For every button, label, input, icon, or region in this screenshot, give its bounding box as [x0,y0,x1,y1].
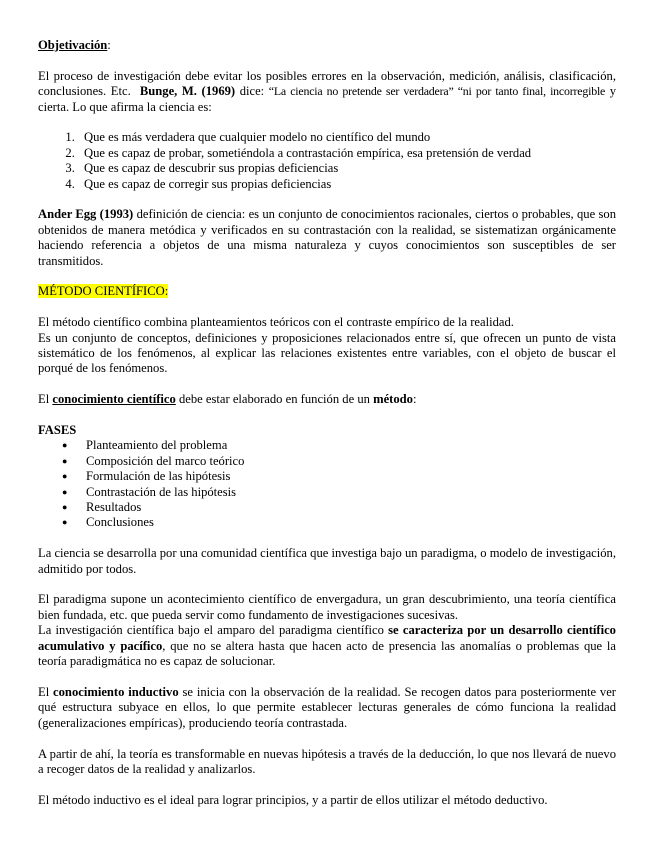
list-item [62,500,616,515]
bullet-icon: ● [62,471,68,482]
bunge-paragraph-intro: El proceso de investigación debe evitar los posibles errores en la observación, medición, análisis, clasificación, conclusiones. Etc. [38,68,616,99]
bullet-icon: ● [62,502,68,513]
bunge-dice: dice: [239,84,265,99]
ander-egg-paragraph [38,207,616,269]
metodo-line-2: Es un conjunto de conceptos, definiciones y proposiciones relacionados entre sí, que ofrecen un punto de vista sistemático de los fenómenos, al explicar las relaciones existentes entre variables, con el objeto de buscar el porqué de los fenómenos. [38,330,616,376]
bullet-icon: ● [62,486,68,497]
bunge-author: Bunge, M. (1969) [139,84,236,99]
list-item [62,453,616,469]
list-item [62,438,616,453]
deduccion-paragraph: A partir de ahí, la teoría es transformable en nuevas hipótesis a través de la deducción, lo que nos llevará de nuevo a recoger datos de la realidad y analizarlos. [38,746,616,776]
text-fragment: La investigación científica bajo el amparo del paradigma científico [38,623,384,638]
fase-label: Formulación de las hipótesis [86,469,231,484]
fases-heading: FASES [38,423,77,438]
fase-label: Contrastación de las hipótesis [86,484,237,499]
list-item: 3. Que es capaz de descubrir sus propias deficiencias [78,161,616,176]
bullet-icon: ● [62,455,68,466]
text-fragment: se inicia con la observación de la realidad. Se recogen datos para posteriormente ver qué estructura subyace en ellos, lo que permite establecer lecturas generales de cómo funciona la realidad (generalizaciones empíricas), produciendo teoría contrastada. [38,684,616,730]
bullet-icon: ● [62,517,68,528]
list-item: 2. Que es capaz de probar, sometiéndola a contrastación empírica, esa pretensión de verdad [78,146,616,161]
objetivacion-heading: Objetivación [38,38,108,52]
ander-egg-author: Ander Egg (1993) [38,207,134,222]
fase-label: Resultados [86,500,142,515]
list-item [62,469,616,484]
fases-heading-line [38,423,616,438]
text-fragment: El [38,392,50,407]
list-item: 1. Que es más verdadera que cualquier modelo no científico del mundo [78,130,616,145]
text-fragment: El [38,684,50,699]
bullet-icon: ● [62,440,68,451]
list-item [62,515,616,530]
text-fragment: : [412,392,417,407]
desarrollo-acumulativo-term: se caracteriza por un desarrollo científico acumulativo y pacífico [38,623,616,653]
bunge-quote: “La ciencia no pretende ser verdadera” “ni por tanto final, incorregible [268,84,606,99]
metodo-heading-line [38,284,616,299]
objetivacion-heading-line [38,38,616,53]
metodo-cientifico-heading: MÉTODO CIENTÍFICO: [38,284,169,299]
ciencia-claims-list [38,130,616,192]
conocimiento-inductivo-paragraph [38,685,616,731]
bunge-paragraph [38,69,616,115]
conocimiento-cientifico-paragraph [38,392,616,407]
paradigma-line-1: El paradigma supone un acontecimiento científico de envergadura, un gran descubrimiento, una teoría científica bien fundada, etc. que pueda servir como fundamento de investigaciones sucesivas. [38,592,616,622]
text-fragment: , que no se altera hasta que hacen acto de presencia las anomalías o problemas que la teoría paradigmática no es capaz de solucionar. [38,638,616,669]
conocimiento-cientifico-term: conocimiento científico [52,392,176,407]
metodo-paragraph-1 [38,315,616,377]
fase-label: Conclusiones [86,515,154,530]
ander-egg-definition: definición de ciencia: es un conjunto de conocimientos racionales, ciertos o probables, que son obtenidos de manera metódica y verificados en su contrastación con la realidad, se sistematizan orgánicamente haciendo referencia a objetos de una misma naturaleza y cuyos conocimientos son susceptibles de ser transmitidos. [38,207,616,268]
fase-label: Composición del marco teórico [86,453,245,468]
fase-label: Planteamiento del problema [86,438,228,453]
paradigma-paragraph [38,592,616,669]
paradigma-line-2 [38,623,616,669]
comunidad-cientifica-paragraph: La ciencia se desarrolla por una comunidad científica que investiga bajo un paradigma, o modelo de investigación, admitido por todos. [38,546,616,576]
heading-colon: : [107,38,111,52]
text-fragment: debe estar elaborado en función de un [178,392,370,407]
list-item: 4. Que es capaz de corregir sus propias deficiencias [78,177,616,192]
metodo-line-1: El método científico combina planteamientos teóricos con el contraste empírico de la realidad. [38,315,514,330]
metodo-term: método [373,392,413,407]
metodo-inductivo-paragraph: El método inductivo es el ideal para lograr principios, y a partir de ellos utilizar el método deductivo. [38,792,548,807]
document-page [38,38,616,808]
fases-list [38,438,616,530]
conocimiento-inductivo-term: conocimiento inductivo [53,684,179,699]
bunge-paragraph-end: y cierta. Lo que afirma la ciencia es: [38,84,617,114]
list-item [62,484,616,500]
